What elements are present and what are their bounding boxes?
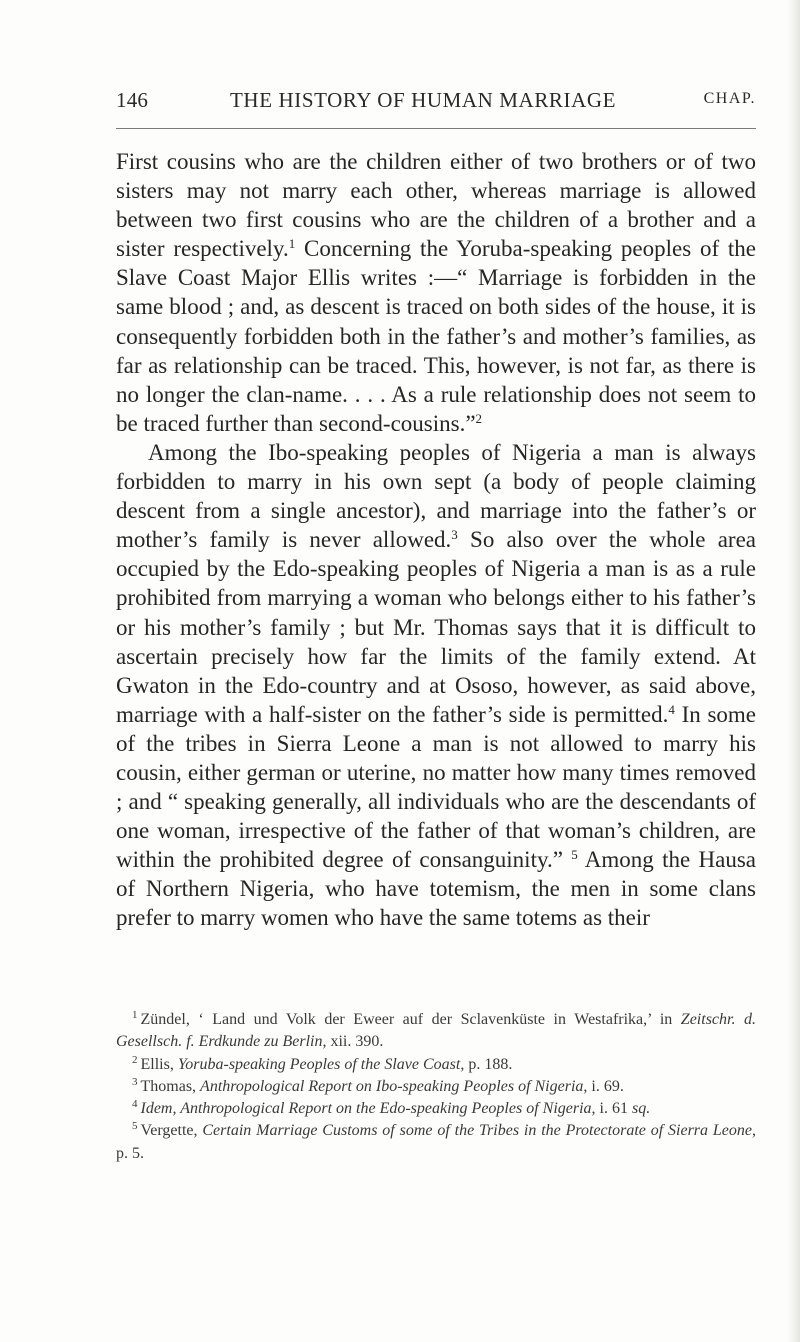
- footnote-title: Idem, Anthropological Report on the Edo-speaking Peoples of Nigeria: [140, 1100, 592, 1118]
- chapter-label: CHAP.: [703, 90, 756, 107]
- footnote: [116, 1009, 756, 1054]
- footnote-number: 2: [132, 1053, 138, 1066]
- footnote: [116, 1054, 756, 1076]
- running-head: [116, 88, 756, 118]
- footnotes: [116, 1009, 756, 1165]
- paragraph-text: First cousins who are the children either of two brothers or of two sisters may not marry each other, whereas marriage is allowed between two first cousins who are the children of a brother and a sister respectively.: [116, 149, 756, 262]
- footnote-text: , i. 61: [591, 1100, 632, 1118]
- footnote: [116, 1098, 756, 1120]
- footnote-number: 3: [132, 1075, 138, 1088]
- footnote-text: Vergette,: [140, 1122, 203, 1140]
- footnote-number: 5: [132, 1120, 138, 1133]
- page-number: 146: [116, 88, 149, 112]
- footnote-text: , p. 5.: [116, 1122, 756, 1162]
- footnote-number: 1: [132, 1009, 138, 1021]
- footnote-number: 4: [132, 1098, 138, 1111]
- paragraph-text: Among the Ibo-speaking peoples of Nigeria a man is always forbidden to marry in his own sept (a body of people claiming descent from a single ancestor), and marriage into the father’s or mother’s family is never allowed.: [116, 439, 756, 553]
- header-rule: [116, 128, 756, 129]
- footnote-ref: 2: [475, 410, 483, 426]
- body-text: [116, 147, 756, 933]
- footnote-text: , xii. 390.: [322, 1033, 384, 1051]
- footnote-text: , i. 69.: [583, 1077, 624, 1095]
- footnote-ref: 4: [668, 701, 675, 717]
- footnote-text: Zündel, ‘ Land und Volk der Eweer auf der Sclavenküste in Westafrika,’ in: [140, 1011, 681, 1028]
- footnote-title: Anthropological Report on Ibo-speaking Peoples of Nigeria: [200, 1077, 584, 1095]
- footnote-text: sq.: [632, 1100, 651, 1118]
- book-title: THE HISTORY OF HUMAN MARRIAGE: [230, 88, 617, 112]
- footnote-ref: 3: [451, 527, 458, 543]
- paragraph: [116, 438, 756, 933]
- footnote-text: Thomas,: [140, 1077, 201, 1095]
- footnote: [116, 1076, 756, 1098]
- footnote-text: Ellis,: [140, 1055, 178, 1073]
- footnote-text: , p. 188.: [460, 1055, 513, 1073]
- paragraph-text: So also over the whole area occupied by the Edo-speaking peoples of Nigeria a man is as a rule prohibited from marrying a woman who belongs either to his father’s or his mother’s family ; but Mr. Thomas says that it is difficult to ascertain precisely how far the limits of the family extend. At Gwaton in the Edo-country and at Ososo, however, as said above, marriage with a half-sister on the father’s side is permitted.: [116, 527, 756, 727]
- paragraph-text: Concerning the Yoruba-speaking peoples of the Slave Coast Major Ellis writes :—“ Marriage is forbidden in the same blood ; and, as descent is traced on both sides of the house, it is consequently forbidden both in the father’s and mother’s families, as far as relationship can be traced. This, however, is not far, as there is no longer the clan-name. . . . As a rule relationship does not seem to be traced further than second-cousins.”: [116, 236, 756, 436]
- paragraph-text: In some of the tribes in Sierra Leone a man is not allowed to marry his cousin, either german or uterine, no matter how many times removed ; and “ speaking generally, all individuals who are the descendants of one woman, irrespective of the father of that woman’s children, are within the prohibited degree of consanguinity.”: [116, 701, 757, 873]
- footnote-ref: 1: [288, 236, 296, 252]
- footnote-title: Yoruba-speaking Peoples of the Slave Coast: [177, 1055, 461, 1073]
- footnote-title: Zeitschr. d. Gesellsch. f. Erdkunde zu Berlin: [116, 1011, 756, 1051]
- footnote-ref: 5: [571, 847, 578, 863]
- footnote-title: Certain Marriage Customs of some of the Tribes in the Protectorate of Sierra Leone: [202, 1122, 752, 1140]
- paragraph-text: Among the Hausa of Northern Nigeria, who have totemism, the men in some clans prefer to marry women who have the same totems as their: [116, 847, 756, 931]
- page-edge-shadow: [786, 0, 800, 1342]
- paragraph: [116, 147, 756, 438]
- footnote: [116, 1120, 756, 1165]
